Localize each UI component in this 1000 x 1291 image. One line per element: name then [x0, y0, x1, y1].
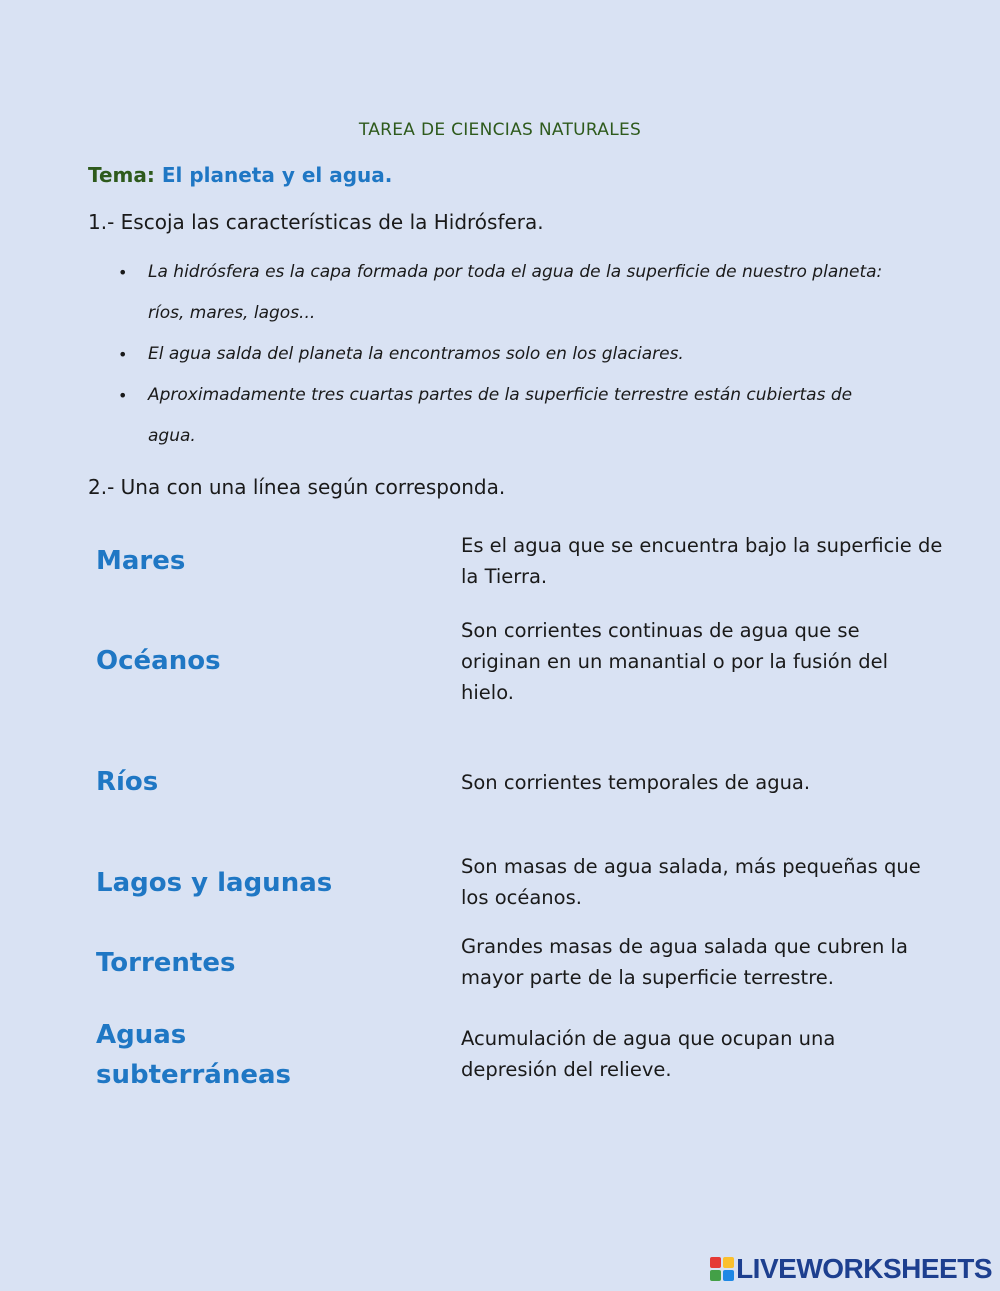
- topic-value: El planeta y el agua.: [161, 163, 393, 187]
- topic-line: [88, 163, 392, 187]
- option-1[interactable]: • La hidrósfera es la capa formada por toda el agua de la superficie de nuestro planeta: ríos, mares, lagos...: [118, 252, 888, 334]
- term-rios[interactable]: Ríos: [96, 767, 159, 797]
- logo-icon: [710, 1257, 734, 1281]
- option-3[interactable]: • Aproximadamente tres cuartas partes de la superficie terrestre están cubiertas de agua.: [118, 375, 888, 457]
- definition-6[interactable]: Acumulación de agua que ocupan una depresión del relieve.: [461, 1027, 836, 1081]
- term-torrentes[interactable]: Torrentes: [96, 948, 236, 978]
- term-mares[interactable]: Mares: [96, 546, 186, 576]
- option-2[interactable]: • El agua salda del planeta la encontramos solo en los glaciares.: [118, 334, 918, 375]
- term-lagos[interactable]: Lagos y lagunas: [96, 868, 333, 898]
- definition-1[interactable]: Es el agua que se encuentra bajo la superficie de la Tierra.: [461, 534, 943, 588]
- logo-text: LIVEWORKSHEETS: [736, 1253, 992, 1284]
- definition-2[interactable]: Son corrientes continuas de agua que se originan en un manantial o por la fusión del hielo.: [461, 619, 889, 704]
- liveworksheets-logo: [710, 1253, 992, 1285]
- topic-label: Tema:: [88, 163, 155, 187]
- definition-4[interactable]: Son masas de agua salada, más pequeñas que los océanos.: [461, 855, 921, 909]
- page-title: TAREA DE CIENCIAS NATURALES: [358, 120, 642, 140]
- question-1-options: [118, 252, 918, 457]
- definition-5[interactable]: Grandes masas de agua salada que cubren la mayor parte de la superficie terrestre.: [461, 935, 908, 989]
- question-1: 1.- Escoja las características de la Hidrósfera.: [88, 210, 544, 234]
- definition-3[interactable]: Son corrientes temporales de agua.: [461, 771, 811, 794]
- term-aguas-subterraneas[interactable]: Aguas subterráneas: [96, 1020, 292, 1090]
- term-oceanos[interactable]: Océanos: [96, 646, 221, 676]
- question-2: 2.- Una con una línea según corresponda.: [88, 475, 506, 499]
